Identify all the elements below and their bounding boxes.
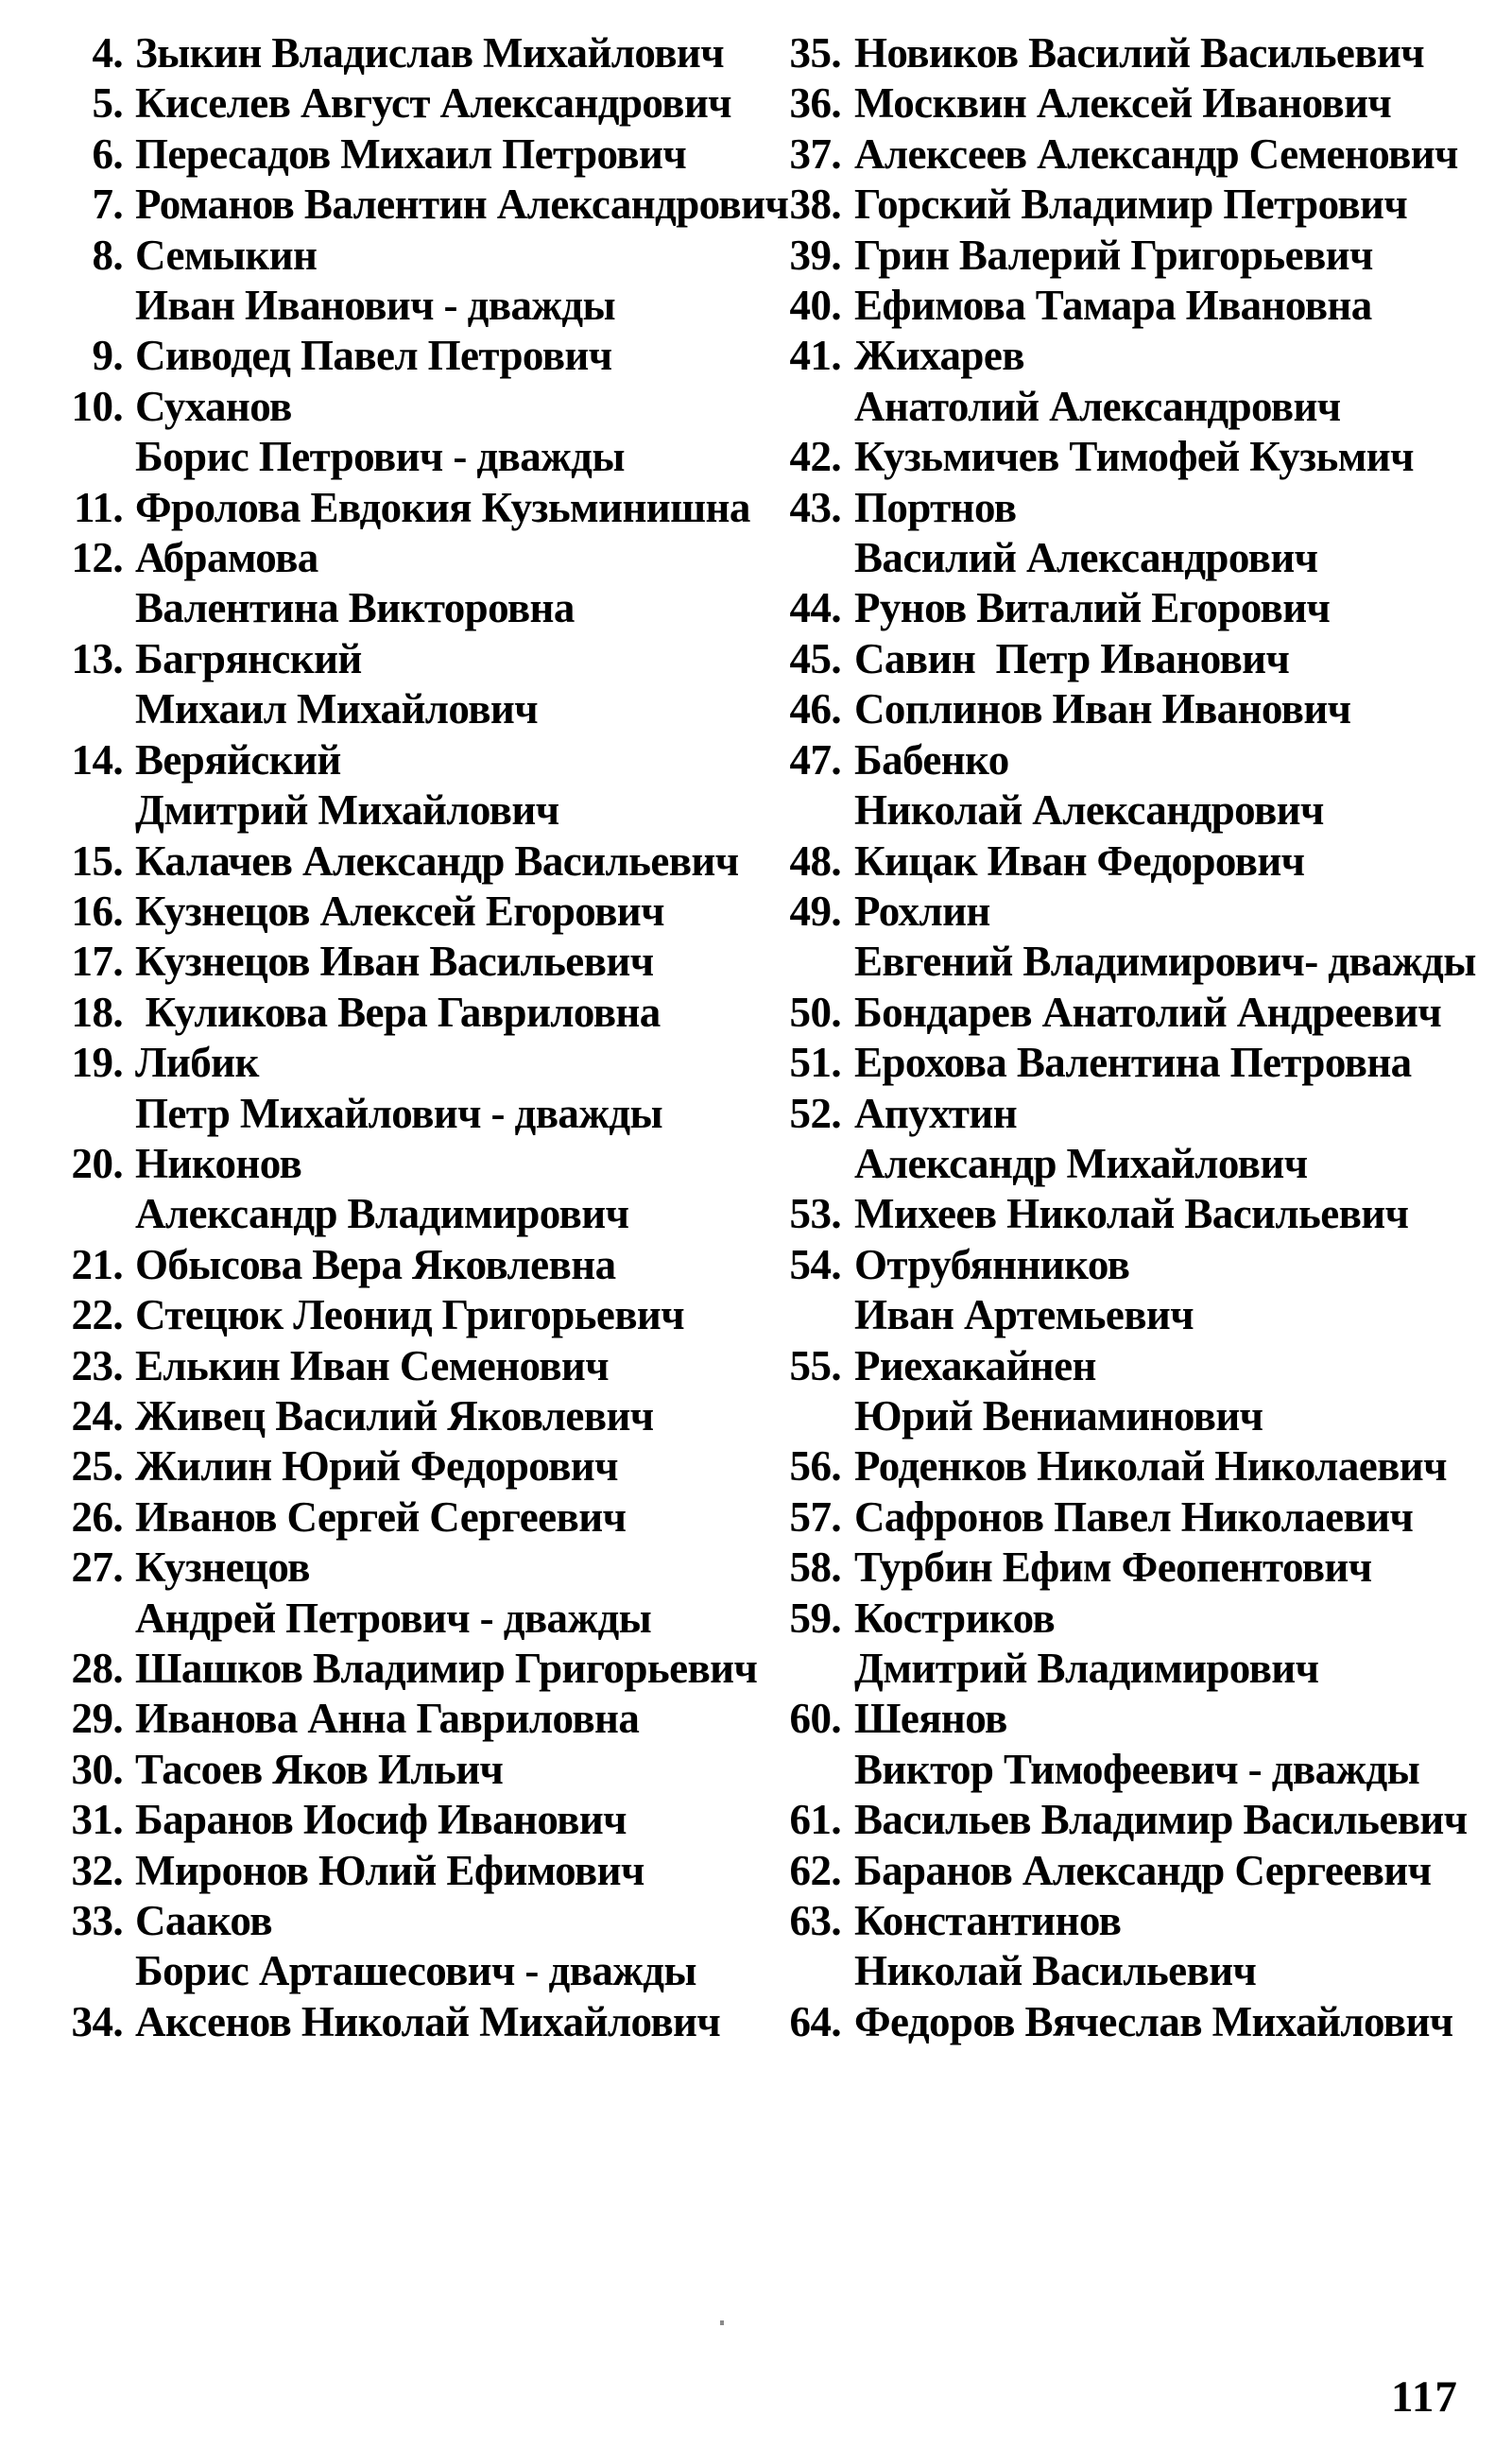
list-item — [0, 1694, 756, 1744]
item-name: Иванова Анна Гавриловна — [135, 1695, 640, 1743]
list-item — [0, 1644, 756, 1694]
item-number: 10. — [71, 382, 123, 430]
item-name: Константинов — [854, 1897, 1122, 1945]
item-number: 16. — [71, 887, 123, 935]
list-item-first-line — [737, 129, 1512, 180]
item-name: Иванов Сергей Сергеевич — [135, 1492, 627, 1541]
item-name-continuation: Александр Михайлович — [854, 1139, 1308, 1187]
list-item — [0, 382, 756, 483]
item-name-continuation: Василий Александрович — [854, 534, 1318, 582]
list-item-first-line — [0, 1290, 756, 1340]
list-item-first-line — [0, 331, 756, 381]
list-item-first-line — [0, 1492, 756, 1543]
item-number: 8. — [92, 231, 123, 279]
item-name: Алексеев Александр Семенович — [854, 129, 1458, 178]
list-item — [0, 1341, 756, 1391]
item-name: Москвин Алексей Иванович — [854, 79, 1392, 128]
item-number: 20. — [71, 1139, 123, 1187]
item-name-continuation: Николай Васильевич — [854, 1947, 1257, 1995]
list-item-first-line — [0, 1644, 756, 1694]
list-item — [0, 533, 756, 634]
item-name-continuation: Иван Иванович - дважды — [135, 282, 616, 330]
item-name: Стецюк Леонид Григорьевич — [135, 1291, 685, 1339]
list-item — [0, 1745, 756, 1795]
list-item — [737, 1694, 1512, 1795]
list-item-first-line — [0, 1846, 756, 1896]
item-name: Портнов — [854, 483, 1017, 531]
item-number: 58. — [789, 1544, 841, 1592]
list-item-first-line — [737, 1543, 1512, 1593]
item-number: 53. — [789, 1190, 841, 1238]
list-item — [0, 1997, 756, 2047]
page-number: 117 — [1391, 2372, 1458, 2422]
list-item — [0, 231, 756, 332]
list-item — [737, 1896, 1512, 1997]
item-number: 7. — [92, 181, 123, 229]
list-item-first-line — [737, 735, 1512, 785]
list-item-first-line — [0, 231, 756, 281]
item-number: 42. — [789, 433, 841, 481]
list-item-first-line — [737, 28, 1512, 78]
item-number: 32. — [71, 1846, 123, 1894]
list-item-first-line — [0, 1997, 756, 2047]
item-name: Кузнецов Алексей Егорович — [135, 887, 664, 935]
list-item-first-line — [737, 1896, 1512, 1946]
list-item — [737, 483, 1512, 584]
item-number: 28. — [71, 1645, 123, 1692]
item-name-continuation: Дмитрий Михайлович — [135, 786, 559, 835]
item-number: 37. — [789, 129, 841, 178]
list-item-first-line — [0, 483, 756, 533]
item-name: Новиков Василий Васильевич — [854, 29, 1425, 77]
item-name: Соплинов Иван Иванович — [854, 685, 1351, 733]
item-name: Кузнецов — [135, 1544, 310, 1592]
item-name: Елькин Иван Семенович — [135, 1341, 610, 1389]
item-number: 35. — [789, 29, 841, 77]
list-item — [0, 331, 756, 381]
list-item-first-line — [737, 483, 1512, 533]
item-name-continuation: Валентина Викторовна — [135, 584, 575, 632]
item-name: Веряйский — [135, 735, 341, 784]
item-number: 49. — [789, 887, 841, 935]
item-name-continuation: Михаил Михайлович — [135, 685, 539, 733]
item-number: 26. — [71, 1492, 123, 1541]
item-number: 14. — [71, 735, 123, 784]
list-item-first-line — [0, 735, 756, 785]
item-name: Риехакайнен — [854, 1341, 1096, 1389]
list-item-first-line — [0, 1896, 756, 1946]
list-item — [0, 1038, 756, 1139]
item-name-continuation: Борис Петрович - дважды — [135, 433, 625, 481]
item-number: 44. — [789, 584, 841, 632]
list-item — [737, 1594, 1512, 1695]
list-item-first-line — [737, 331, 1512, 381]
item-number: 60. — [789, 1695, 841, 1743]
item-number: 21. — [71, 1240, 123, 1288]
item-name: Багрянский — [135, 634, 362, 682]
list-item — [0, 1492, 756, 1543]
list-item-first-line — [737, 1441, 1512, 1492]
list-item — [737, 1846, 1512, 1896]
item-name: Калачев Александр Васильевич — [135, 836, 739, 885]
item-number: 48. — [789, 836, 841, 885]
item-number: 15. — [71, 836, 123, 885]
list-item-first-line — [0, 887, 756, 937]
item-name: Миронов Юлий Ефимович — [135, 1846, 644, 1894]
list-item — [737, 180, 1512, 230]
item-name: Ефимова Тамара Ивановна — [854, 282, 1372, 330]
list-item — [0, 634, 756, 735]
list-item-first-line — [0, 1240, 756, 1290]
item-number: 56. — [789, 1442, 841, 1491]
list-item — [737, 634, 1512, 684]
list-item-first-line — [737, 988, 1512, 1038]
list-item — [0, 937, 756, 987]
item-name: Турбин Ефим Феопентович — [854, 1544, 1372, 1592]
item-number: 27. — [71, 1544, 123, 1592]
item-name-continuation: Борис Арташесович - дважды — [135, 1947, 696, 1995]
item-name: Рохлин — [854, 887, 990, 935]
list-item-first-line — [0, 1694, 756, 1744]
item-number: 11. — [74, 483, 123, 531]
list-item — [737, 1341, 1512, 1442]
list-item — [737, 887, 1512, 988]
list-item — [737, 331, 1512, 432]
item-name-continuation: Дмитрий Владимирович — [854, 1645, 1319, 1692]
list-item — [0, 1896, 756, 1997]
name-list-column-right — [737, 28, 1512, 2047]
list-item-first-line — [0, 129, 756, 180]
item-number: 64. — [789, 1997, 841, 2045]
list-item — [0, 836, 756, 887]
item-name-continuation: Евгений Владимирович- дважды — [854, 938, 1476, 986]
item-number: 12. — [71, 534, 123, 582]
list-item-first-line — [737, 1997, 1512, 2047]
item-name: Фролова Евдокия Кузьминишна — [135, 483, 750, 531]
item-number: 30. — [71, 1745, 123, 1793]
list-item — [0, 129, 756, 180]
item-name: Кузьмичев Тимофей Кузьмич — [854, 433, 1414, 481]
list-item — [737, 836, 1512, 887]
item-name-continuation: Александр Владимирович — [135, 1190, 629, 1238]
list-item-first-line — [737, 1795, 1512, 1845]
item-number: 52. — [789, 1089, 841, 1137]
list-item — [0, 1290, 756, 1340]
item-number: 13. — [71, 634, 123, 682]
list-item-first-line — [737, 836, 1512, 887]
item-name: Тасоев Яков Ильич — [135, 1745, 504, 1793]
item-number: 46. — [789, 685, 841, 733]
item-name: Сиводед Павел Петрович — [135, 332, 612, 380]
list-item-first-line — [737, 1492, 1512, 1543]
list-item-first-line — [737, 887, 1512, 937]
item-number: 5. — [92, 79, 123, 128]
item-name: Никонов — [135, 1139, 302, 1187]
item-name: Бондарев Анатолий Андреевич — [854, 988, 1442, 1036]
list-item — [737, 1189, 1512, 1239]
item-number: 59. — [789, 1594, 841, 1642]
list-item — [0, 735, 756, 836]
item-name: Аксенов Николай Михайлович — [135, 1997, 721, 2045]
item-name-continuation: Анатолий Александрович — [854, 382, 1341, 430]
item-number: 22. — [71, 1291, 123, 1339]
list-item-first-line — [737, 1089, 1512, 1139]
item-number: 62. — [789, 1846, 841, 1894]
list-item — [0, 1441, 756, 1492]
list-item-first-line — [0, 1341, 756, 1391]
item-name: Шашков Владимир Григорьевич — [135, 1645, 758, 1692]
list-item-first-line — [737, 1846, 1512, 1896]
item-number: 23. — [71, 1341, 123, 1389]
item-number: 57. — [789, 1492, 841, 1541]
list-item-first-line — [737, 281, 1512, 331]
item-name: Кицак Иван Федорович — [854, 836, 1305, 885]
item-number: 36. — [789, 79, 841, 128]
item-name: Отрубянников — [854, 1240, 1130, 1288]
item-number: 29. — [71, 1695, 123, 1743]
list-item-first-line — [737, 1240, 1512, 1290]
item-number: 9. — [92, 332, 123, 380]
item-name: Семыкин — [135, 231, 318, 279]
list-item — [0, 988, 756, 1038]
item-number: 38. — [789, 181, 841, 229]
list-item — [0, 1795, 756, 1845]
list-item — [737, 281, 1512, 331]
list-item-first-line — [0, 836, 756, 887]
item-name: Костриков — [854, 1594, 1056, 1642]
item-name: Ерохова Валентина Петровна — [854, 1039, 1412, 1087]
list-item — [737, 583, 1512, 633]
list-item — [737, 1240, 1512, 1341]
list-item-first-line — [737, 1341, 1512, 1391]
item-number: 50. — [789, 988, 841, 1036]
item-name: Бабенко — [854, 735, 1009, 784]
item-number: 51. — [789, 1039, 841, 1087]
list-item — [0, 1543, 756, 1644]
item-name: Сафронов Павел Николаевич — [854, 1492, 1414, 1541]
item-number: 47. — [789, 735, 841, 784]
list-item-first-line — [0, 382, 756, 432]
list-item-first-line — [0, 1441, 756, 1492]
item-name-continuation: Андрей Петрович - дважды — [135, 1594, 652, 1642]
item-name: Михеев Николай Васильевич — [854, 1190, 1409, 1238]
item-name: Рунов Виталий Егорович — [854, 584, 1331, 632]
list-item-first-line — [737, 1694, 1512, 1744]
list-item — [0, 887, 756, 937]
list-item-first-line — [737, 1038, 1512, 1088]
item-number: 41. — [789, 332, 841, 380]
list-item — [737, 78, 1512, 129]
item-number: 43. — [789, 483, 841, 531]
list-item-first-line — [737, 1594, 1512, 1644]
list-item-first-line — [0, 1038, 756, 1088]
list-item — [737, 1038, 1512, 1088]
list-item — [0, 1240, 756, 1290]
item-number: 6. — [92, 129, 123, 178]
item-name: Абрамова — [135, 534, 318, 582]
item-name: Обысова Вера Яковлевна — [135, 1240, 616, 1288]
item-name: Либик — [135, 1039, 259, 1087]
item-name: Куликова Вера Гавриловна — [135, 988, 661, 1036]
item-number: 18. — [71, 988, 123, 1036]
list-item — [0, 78, 756, 129]
list-item-first-line — [737, 684, 1512, 734]
item-name: Савин Петр Иванович — [854, 634, 1290, 682]
item-name: Шеянов — [854, 1695, 1007, 1743]
item-number: 24. — [71, 1391, 123, 1440]
list-item — [737, 1492, 1512, 1543]
item-name: Баранов Александр Сергеевич — [854, 1846, 1432, 1894]
item-number: 40. — [789, 282, 841, 330]
list-item — [0, 1846, 756, 1896]
list-item — [737, 1089, 1512, 1190]
item-number: 45. — [789, 634, 841, 682]
item-name: Зыкин Владислав Михайлович — [135, 29, 725, 77]
item-number: 34. — [71, 1997, 123, 2045]
list-item-first-line — [0, 634, 756, 684]
item-number: 4. — [92, 29, 123, 77]
list-item-first-line — [737, 180, 1512, 230]
item-name: Апухтин — [854, 1089, 1018, 1137]
list-item — [0, 180, 789, 230]
name-list-column-left — [0, 28, 789, 2047]
list-item-first-line — [0, 1795, 756, 1845]
list-item — [0, 483, 756, 533]
list-item — [737, 1543, 1512, 1593]
list-item — [737, 1795, 1512, 1845]
list-item-first-line — [0, 1139, 756, 1189]
item-name: Роденков Николай Николаевич — [854, 1442, 1447, 1491]
item-number: 61. — [789, 1796, 841, 1844]
list-item-first-line — [737, 231, 1512, 281]
list-item-first-line — [0, 988, 756, 1038]
list-item-first-line — [0, 937, 756, 987]
item-number: 25. — [71, 1442, 123, 1491]
list-item — [0, 1139, 756, 1240]
list-item — [737, 28, 1512, 78]
item-name: Пересадов Михаил Петрович — [135, 129, 687, 178]
item-name: Сааков — [135, 1897, 272, 1945]
item-number: 54. — [789, 1240, 841, 1288]
list-item-first-line — [737, 432, 1512, 482]
list-item-first-line — [737, 583, 1512, 633]
list-item-first-line — [0, 1745, 756, 1795]
item-number: 17. — [71, 938, 123, 986]
list-item — [0, 1391, 756, 1441]
item-name-continuation: Петр Михайлович - дважды — [135, 1089, 663, 1137]
item-name: Живец Василий Яковлевич — [135, 1391, 654, 1440]
item-name: Васильев Владимир Васильевич — [854, 1796, 1468, 1844]
list-item-first-line — [0, 78, 756, 129]
item-name: Суханов — [135, 382, 292, 430]
item-number: 39. — [789, 231, 841, 279]
item-name-continuation: Николай Александрович — [854, 786, 1324, 835]
list-item-first-line — [0, 1391, 756, 1441]
item-number: 19. — [71, 1039, 123, 1087]
item-number: 31. — [71, 1796, 123, 1844]
list-item-first-line — [737, 634, 1512, 684]
item-number: 63. — [789, 1897, 841, 1945]
list-item — [737, 1441, 1512, 1492]
list-item-first-line — [0, 1543, 756, 1593]
list-item — [737, 1997, 1512, 2047]
item-name-continuation: Юрий Вениаминович — [854, 1391, 1263, 1440]
item-name: Жихарев — [854, 332, 1024, 380]
item-name: Кузнецов Иван Васильевич — [135, 938, 654, 986]
list-item — [737, 231, 1512, 281]
item-name: Федоров Вячеслав Михайлович — [854, 1997, 1453, 2045]
list-item-first-line — [0, 28, 756, 78]
item-name-continuation: Иван Артемьевич — [854, 1291, 1194, 1339]
list-item — [737, 735, 1512, 836]
item-name: Жилин Юрий Федорович — [135, 1442, 618, 1491]
list-item-first-line — [0, 533, 756, 583]
item-number: 55. — [789, 1341, 841, 1389]
list-item-first-line — [0, 180, 789, 230]
item-name-continuation: Виктор Тимофеевич - дважды — [854, 1745, 1420, 1793]
list-item — [0, 28, 756, 78]
item-number: 33. — [71, 1897, 123, 1945]
list-item — [737, 432, 1512, 482]
item-name: Грин Валерий Григорьевич — [854, 231, 1373, 279]
list-item — [737, 988, 1512, 1038]
item-name: Романов Валентин Александрович — [135, 181, 789, 229]
item-name: Баранов Иосиф Иванович — [135, 1796, 627, 1844]
list-item — [737, 684, 1512, 734]
list-item — [737, 129, 1512, 180]
list-item-first-line — [737, 1189, 1512, 1239]
item-name: Горский Владимир Петрович — [854, 181, 1408, 229]
list-item-first-line — [737, 78, 1512, 129]
scan-artifact-dot — [720, 2320, 724, 2325]
item-name: Киселев Август Александрович — [135, 79, 731, 128]
